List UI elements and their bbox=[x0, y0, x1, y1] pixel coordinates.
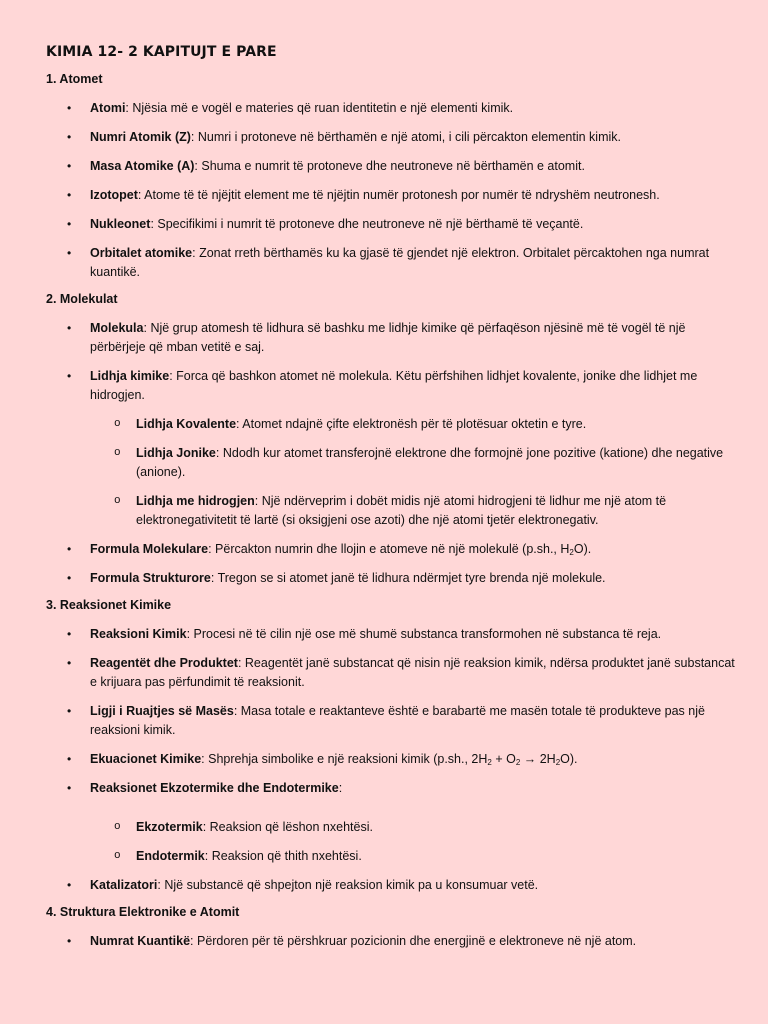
definition-text: : Zonat rreth bërthamës ku ka gjasë të gjendet një elektron. Orbitalet përcaktohen nga numrat kuantikë. bbox=[90, 246, 710, 279]
section-list-molekulat bbox=[46, 319, 736, 588]
term-label: Numrat Kuantikë bbox=[90, 934, 191, 948]
definition-text: : Reaksion që thith nxehtësi. bbox=[204, 849, 362, 863]
definition-text: : Tregon se si atomet janë të lidhura ndërmjet tyre brenda një molekule. bbox=[210, 571, 606, 585]
definition-text: : bbox=[338, 781, 343, 795]
definition-text: : Përcakton numrin dhe llojin e atomeve në një molekulë (p.sh., H bbox=[208, 542, 570, 556]
definition-text: : Reagentët janë substancat që nisin një reaksion kimik, ndërsa produktet janë substancat e krijuara pas përfundimit të reaksionit. bbox=[90, 656, 735, 689]
definition-text: : Procesi në të cilin një ose më shumë substanca transformohen në substanca të reja. bbox=[186, 627, 662, 641]
term-label: Formula Strukturore bbox=[90, 571, 211, 585]
definition-text: : Atomet ndajnë çifte elektronësh për të plotësuar oktetin e tyre. bbox=[236, 417, 587, 431]
definition-text: : Ndodh kur atomet transferojnë elektrone dhe formojnë jone pozitive (katione) dhe negative (anione). bbox=[136, 446, 724, 479]
term-label: Reaksioni Kimik bbox=[90, 627, 187, 641]
list-item bbox=[46, 876, 736, 895]
circle-bullet-icon: o bbox=[114, 821, 121, 833]
term-label: Molekula bbox=[90, 321, 144, 335]
list-item bbox=[46, 540, 736, 559]
list-item bbox=[46, 702, 736, 740]
sub-list-item bbox=[90, 492, 736, 530]
bullet-icon: • bbox=[67, 130, 72, 144]
bullet-icon: • bbox=[67, 571, 72, 585]
section-list-atomet bbox=[46, 99, 736, 282]
definition-text: : Numri i protoneve në bërthamën e një atomi, i cili përcakton elementin kimik. bbox=[190, 130, 621, 144]
term-label: Ekzotermik bbox=[136, 820, 203, 834]
list-item bbox=[46, 750, 736, 769]
term-label: Katalizatori bbox=[90, 878, 158, 892]
term-label: Lidhja kimike bbox=[90, 369, 170, 383]
list-item bbox=[46, 128, 736, 147]
section-heading-reaksionet: 3. Reaksionet Kimike bbox=[46, 598, 172, 612]
list-item bbox=[46, 99, 736, 118]
section-heading-molekulat: 2. Molekulat bbox=[46, 292, 118, 306]
definition-text: : Një substancë që shpejton një reaksion kimik pa u konsumuar vetë. bbox=[157, 878, 539, 892]
bullet-icon: • bbox=[67, 704, 72, 718]
list-item bbox=[46, 319, 736, 357]
list-item bbox=[46, 215, 736, 234]
sub-list-ekzo-endo bbox=[90, 818, 736, 866]
sub-list-item bbox=[90, 444, 736, 482]
definition-text: : Një ndërveprim i dobët midis një atomi hidrogjeni të lidhur me një atom të elektronegativitetit të lartë (si oksigjeni ose azoti) dhe një atomi tjetër elektronegativ. bbox=[136, 494, 667, 527]
bullet-icon: • bbox=[67, 878, 72, 892]
definition-text-end: O). bbox=[573, 542, 592, 556]
sub-list-item bbox=[90, 847, 736, 866]
term-label: Nukleonet bbox=[90, 217, 151, 231]
list-item bbox=[46, 654, 736, 692]
bullet-icon: • bbox=[67, 656, 72, 670]
bullet-icon: • bbox=[67, 159, 72, 173]
definition-text: : Reaksion që lëshon nxehtësi. bbox=[202, 820, 373, 834]
bullet-icon: • bbox=[67, 101, 72, 115]
definition-text: : Shuma e numrit të protoneve dhe neutroneve në bërthamën e atomit. bbox=[194, 159, 585, 173]
section-heading-atomet: 1. Atomet bbox=[46, 72, 103, 86]
definition-text: : Shprehja simbolike e një reaksioni kimik (p.sh., 2H bbox=[201, 752, 488, 766]
definition-text: : Atome të të njëjtit element me të njëjtin numër protonesh por numër të ndryshëm neutronesh. bbox=[137, 188, 660, 202]
definition-text-mid2: → 2H bbox=[520, 752, 556, 766]
sub-list-item bbox=[90, 818, 736, 837]
circle-bullet-icon: o bbox=[114, 447, 121, 459]
term-label: Reagentët dhe Produktet bbox=[90, 656, 238, 670]
circle-bullet-icon: o bbox=[114, 495, 121, 507]
bullet-icon: • bbox=[67, 188, 72, 202]
bullet-icon: • bbox=[67, 369, 72, 383]
section-list-struktura bbox=[46, 932, 736, 951]
term-label: Ligji i Ruajtjes së Masës bbox=[90, 704, 234, 718]
subscript: 2 bbox=[569, 548, 574, 557]
bullet-icon: • bbox=[67, 934, 72, 948]
list-item bbox=[46, 186, 736, 205]
term-label: Izotopet bbox=[90, 188, 138, 202]
sub-list-lidhjet bbox=[90, 415, 736, 530]
term-label: Orbitalet atomike bbox=[90, 246, 193, 260]
document-title: KIMIA 12- 2 KAPITUJT E PARE bbox=[46, 44, 277, 60]
term-label: Numri Atomik (Z) bbox=[90, 130, 191, 144]
definition-text: : Specifikimi i numrit të protoneve dhe neutroneve në një bërthamë të veçantë. bbox=[150, 217, 584, 231]
circle-bullet-icon: o bbox=[114, 850, 121, 862]
term-label: Masa Atomike (A) bbox=[90, 159, 195, 173]
list-item bbox=[46, 932, 736, 951]
list-item bbox=[46, 569, 736, 588]
list-item bbox=[46, 625, 736, 644]
list-item bbox=[46, 244, 736, 282]
sub-list-item bbox=[90, 415, 736, 434]
definition-text: : Forca që bashkon atomet në molekula. Këtu përfshihen lidhjet kovalente, jonike dhe lidhjet me hidrogjen. bbox=[90, 369, 698, 402]
definition-text: : Njësia më e vogël e materies që ruan identitetin e një elementi kimik. bbox=[125, 101, 514, 115]
bullet-icon: • bbox=[67, 321, 72, 335]
term-label: Reaksionet Ekzotermike dhe Endotermike bbox=[90, 781, 339, 795]
term-label: Lidhja Jonike bbox=[136, 446, 216, 460]
definition-text: : Përdoren për të përshkruar pozicionin dhe energjinë e elektroneve në një atom. bbox=[190, 934, 637, 948]
bullet-icon: • bbox=[67, 246, 72, 260]
term-label: Lidhja Kovalente bbox=[136, 417, 237, 431]
bullet-icon: • bbox=[67, 781, 72, 795]
term-label: Formula Molekulare bbox=[90, 542, 209, 556]
term-label: Atomi bbox=[90, 101, 126, 115]
section-list-reaksionet bbox=[46, 625, 736, 895]
list-item bbox=[46, 367, 736, 530]
list-item bbox=[46, 779, 736, 866]
bullet-icon: • bbox=[67, 542, 72, 556]
section-heading-struktura: 4. Struktura Elektronike e Atomit bbox=[46, 905, 240, 919]
term-label: Endotermik bbox=[136, 849, 205, 863]
circle-bullet-icon: o bbox=[114, 418, 121, 430]
definition-text: : Një grup atomesh të lidhura së bashku me lidhje kimike që përfaqëson njësinë më të vogël të një përbërjeje që mban vetitë e saj. bbox=[90, 321, 686, 354]
bullet-icon: • bbox=[67, 217, 72, 231]
subscript: 2 bbox=[515, 758, 521, 767]
term-label: Ekuacionet Kimike bbox=[90, 752, 202, 766]
document-page bbox=[46, 44, 736, 961]
bullet-icon: • bbox=[67, 627, 72, 641]
subscript: 2 bbox=[487, 758, 492, 767]
definition-text: : Masa totale e reaktanteve është e barabartë me masën totale të produkteve pas një reaksioni kimik. bbox=[90, 704, 705, 737]
definition-text-mid: + O bbox=[491, 752, 516, 766]
definition-text-end: O). bbox=[560, 752, 578, 766]
bullet-icon: • bbox=[67, 752, 72, 766]
subscript: 2 bbox=[555, 758, 561, 767]
list-item bbox=[46, 157, 736, 176]
term-label: Lidhja me hidrogjen bbox=[136, 494, 255, 508]
